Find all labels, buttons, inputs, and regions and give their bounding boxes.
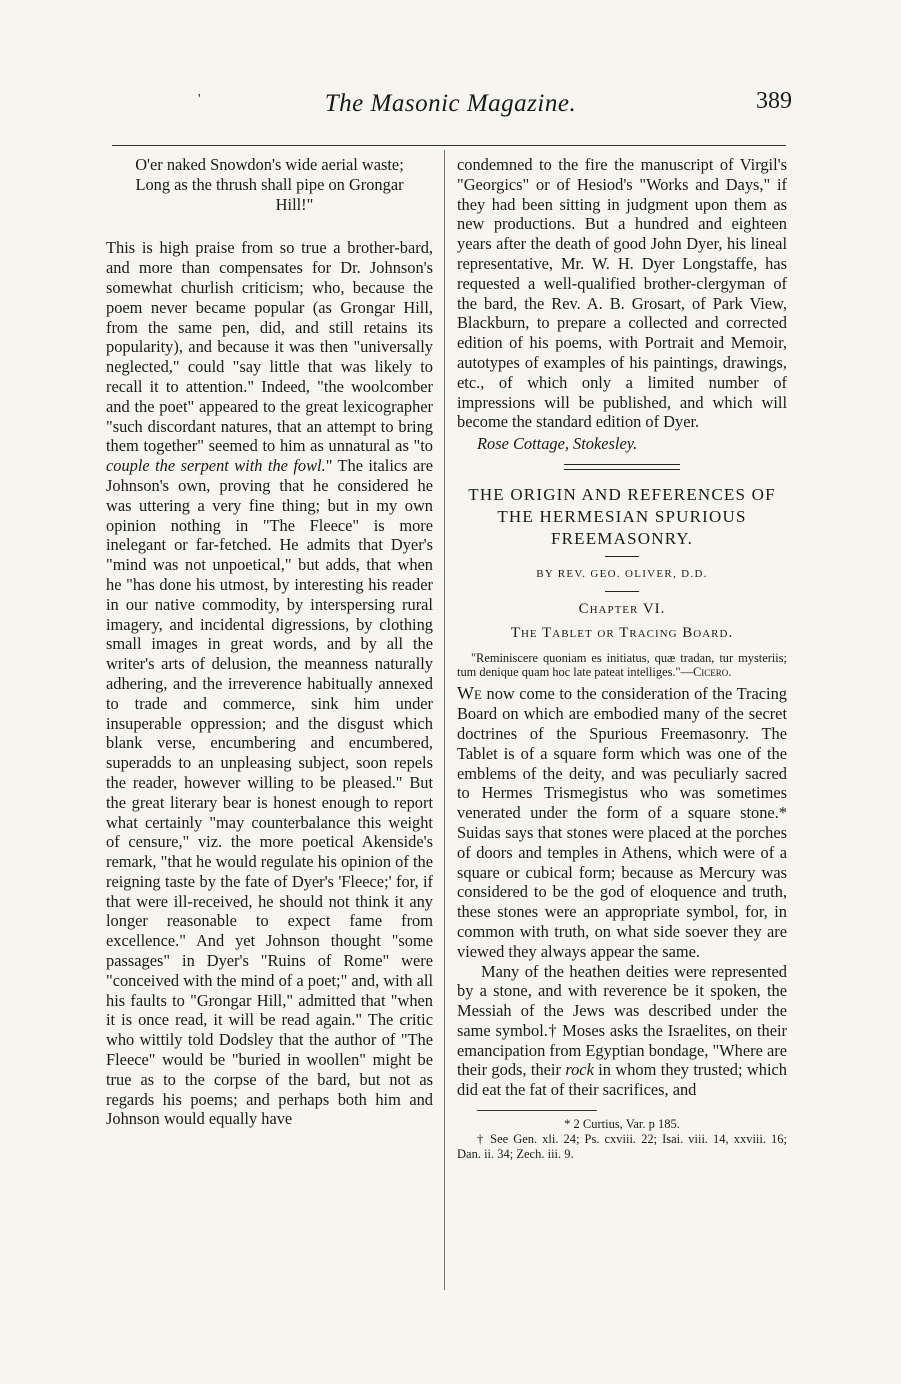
italic-word: rock [565, 1060, 594, 1080]
epigraph-text: "Reminiscere quoniam es initiatus, quæ tradan, tur mysteriis; tum denique quam hoc late pateat intelliges."— [457, 651, 787, 680]
footnote: † See Gen. xli. 24; Ps. cxviii. 22; Isai. viii. 14, xxviii. 16; Dan. ii. 34; Zech. iii. 9. [457, 1132, 787, 1162]
body-paragraph [457, 962, 787, 1101]
body-paragraph [457, 684, 787, 961]
article-title [457, 484, 787, 550]
article-title-line: THE ORIGIN AND REFERENCES OF [468, 484, 776, 504]
chapter-heading: Chapter VI. [578, 600, 666, 617]
right-column [457, 155, 787, 1162]
italic-quote: couple the serpent with the fowl. [106, 456, 326, 476]
epigraph [457, 651, 787, 679]
byline: BY REV. GEO. OLIVER, D.D. [536, 567, 708, 580]
verse-quotation [106, 155, 433, 214]
body-paragraph [106, 238, 433, 1129]
section-divider [564, 464, 680, 470]
header-rule [112, 145, 786, 146]
page-number: 389 [756, 88, 792, 114]
article-title-line: THE HERMESIAN SPURIOUS [497, 506, 747, 526]
article-title-line: FREEMASONRY. [550, 528, 694, 548]
paragraph-text: in whom they trusted; which did eat the fat of their sacrifices, and [457, 1060, 787, 1100]
running-title: The Masonic Magazine. [324, 90, 577, 117]
running-header [0, 88, 901, 128]
paragraph-text: " The italics are Johnson's own, proving that he considered he was uttering a very fine thing; but in my own opinion nothing in "The Fleece" is more inelegant or far-fetched. He admits that Dyer's "mind was not unpoetical," but adds, that when he "has done his utmost, by interesting his reader in our native commodity, by interspersing rural imagery, and incidental digressions, by clothing small images in great words, and by all the writer's arts of delusion, the meanness naturally adhering, and the irreverence habitually annexed to trade and commerce, sink him under insuperable oppression; and the disgust which blank verse, encumbering and encumbered, superadds to an unpleasing subject, soon repels the reader, however willing to be pleased." But the great literary bear is honest enough to report what certainly "may counterbalance this weight of censure," viz. the more poetical Akenside's remark, "that he would regulate his opinion of the reigning taste by the fate of Dyer's 'Fleece;' for, if that were ill-received, he should not think it any longer reasonable to expect fame from excellence." And yet Johnson thought "some passages" in Dyer's "Ruins of Rome" were "conceived with the mind of a poet;" and, with all his faults to "Grongar Hill," admitted that "when it is once read, it will be read again." The critic who wittily told Dodsley that the author of "The Fleece" would be "buried in woollen" might be true as to the corpse of the bard, but not as regards his poems; and perhaps both him and Johnson would equally have [106, 456, 433, 1129]
paragraph-text: This is high praise from so true a brother-bard, and more than compensates for Dr. Johnson's somewhat churlish criticism; who, because the poem never became popular (as Grongar Hill, from the same pen, did, and still retains its popularity), and because it was then "universally neglected," could "say little that was likely to recall it to attention." Indeed, "the woolcomber and the poet" appeared to the great lexicographer "such discordant natures, that an attempt to bring them together" seemed to him as unnatural as "to [106, 238, 433, 456]
verse-line: Hill!" [275, 194, 314, 214]
verse-line: Long as the thrush shall pipe on Grongar [135, 174, 404, 194]
short-rule [605, 556, 639, 557]
paragraph-text: Many of the heathen deities were represented by a stone, and with reverence be it spoken, the Messiah of the Jews was described under the same symbol.† Moses asks the Israelites, on their emancipation from Egyptian bondage, "Where are their gods, their [457, 961, 787, 1080]
footnote: * 2 Curtius, Var. p 185. [564, 1117, 680, 1132]
paragraph-text: now come to the consideration of the Tracing Board on which are embodied many of the secret doctrines of the Spurious Freemasonry. The Tablet is of a square form which was one of the emblems of the deity, and was peculiarly sacred to Hermes Trismegistus who was sometimes venerated under the form of a square stone.* Suidas says that stones were placed at the porches of doors and temples in Athens, which were of a square or cubical form; because as Mercury was considered to be the god of eloquence and truth, these stones were an appropriate symbol, for, in common with truth, on what side soever they are viewed they always appear the same. [457, 684, 787, 961]
footnote-rule [477, 1110, 597, 1111]
left-column [106, 155, 433, 1129]
short-rule [605, 591, 639, 592]
epigraph-attribution: Cicero. [692, 665, 732, 680]
chapter-subheading: The Tablet or Tracing Board. [510, 624, 734, 641]
column-divider [444, 150, 445, 1290]
verse-line: O'er naked Snowdon's wide aerial waste; [135, 155, 404, 174]
header-mark: ' [198, 92, 201, 107]
lead-word: We [457, 683, 482, 704]
signature-line: Rose Cottage, Stokesley. [477, 434, 638, 454]
continued-paragraph: condemned to the fire the manuscript of Virgil's "Georgics" or of Hesiod's "Works and Days," if they had been sitting in judgment upon them as new productions. But a hundred and eighteen years after the death of good John Dyer, his lineal representative, Mr. W. H. Dyer Longstaffe, has requested a well-qualified brother-clergyman of the bard, the Rev. A. B. Grosart, of Park View, Blackburn, to prepare a collected and corrected edition of his poems, with Portrait and Memoir, autotypes of examples of his paintings, drawings, etc., of which only a limited number of impressions will be published, and which will become the standard edition of Dyer. [457, 155, 787, 432]
